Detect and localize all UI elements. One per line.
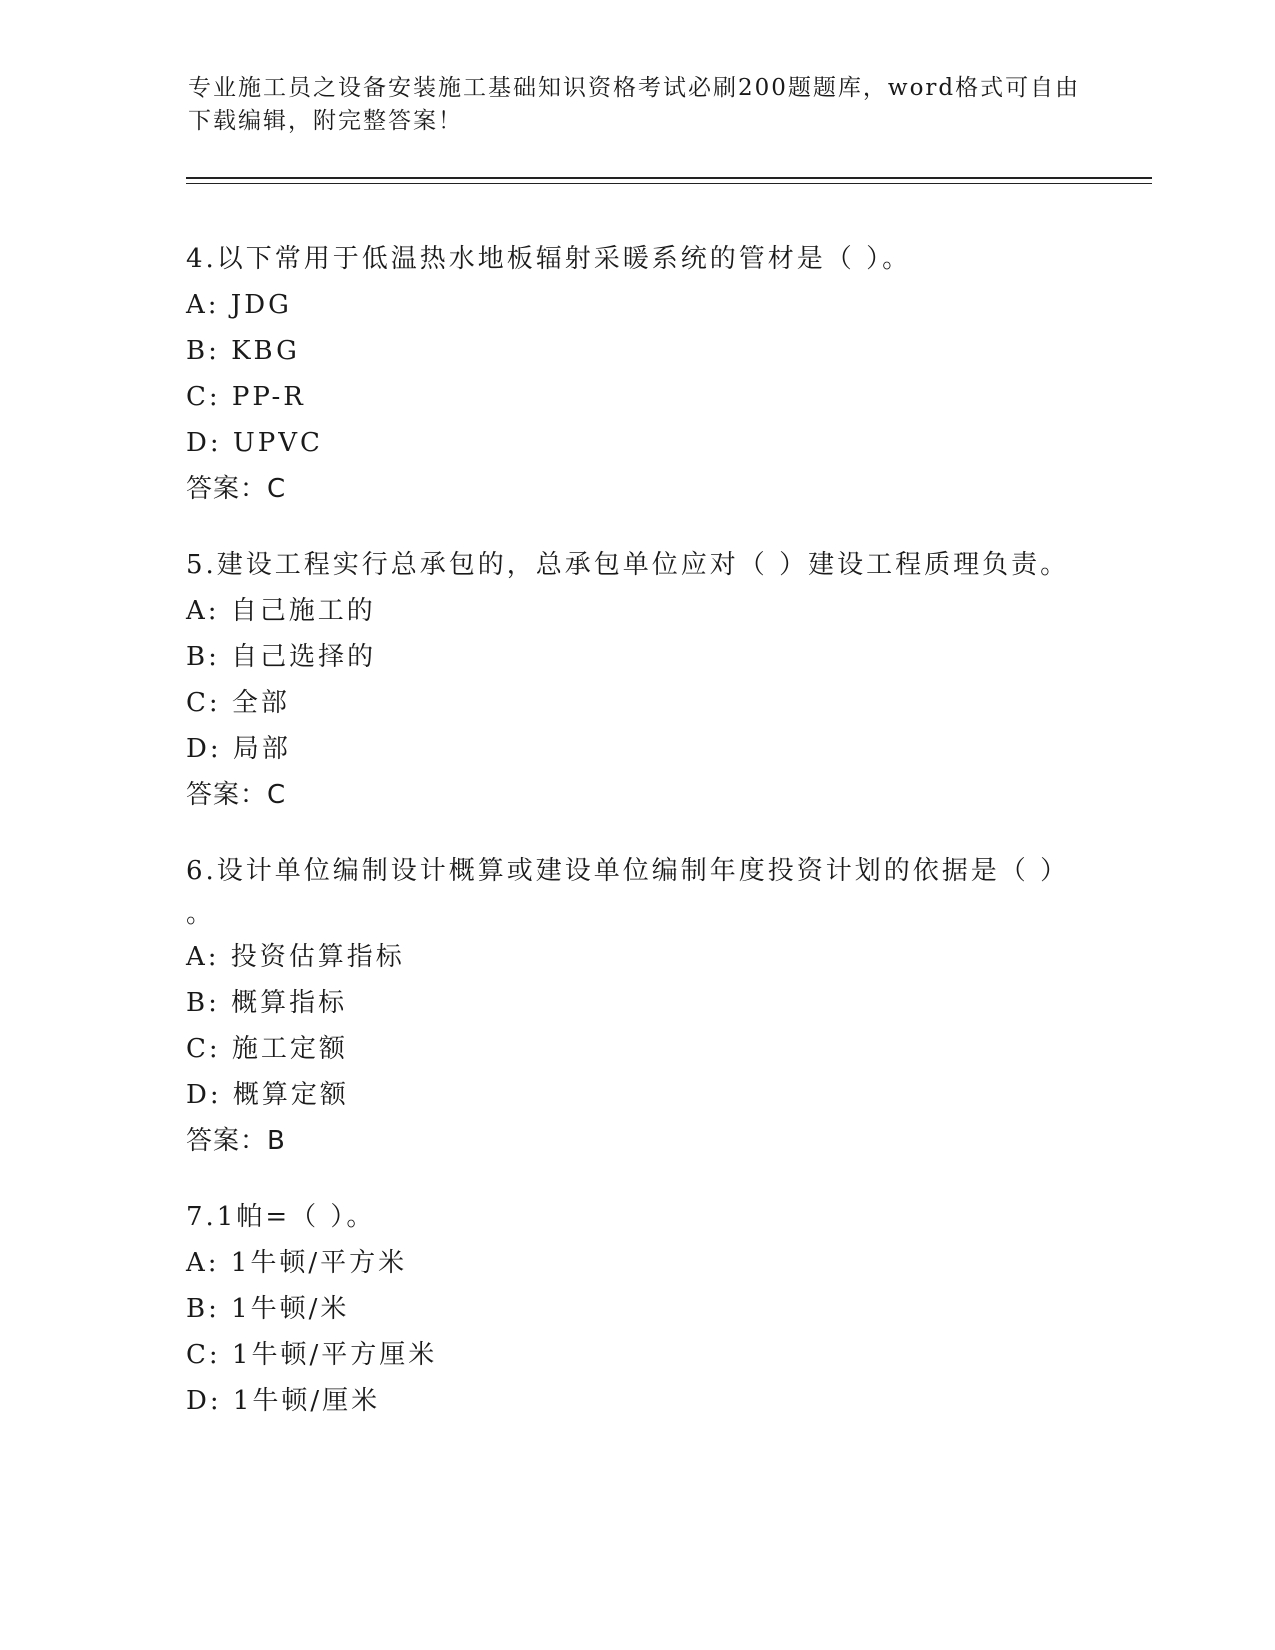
option-b: B: 1牛顿/米 bbox=[186, 1294, 350, 1324]
answer-line: 答案：C bbox=[186, 780, 287, 810]
option-c: C: 1牛顿/平方厘米 bbox=[186, 1340, 438, 1370]
answer-line: 答案：B bbox=[186, 1126, 286, 1156]
option-d: D: 概算定额 bbox=[186, 1080, 349, 1110]
option-b: B: 自己选择的 bbox=[186, 642, 377, 672]
question-7 bbox=[186, 1194, 1086, 1424]
option-b: B: KBG bbox=[186, 336, 300, 366]
option-d: D: 1牛顿/厘米 bbox=[186, 1386, 381, 1416]
option-c: C: 施工定额 bbox=[186, 1034, 348, 1064]
header-line-2: 下载编辑，附完整答案！ bbox=[188, 108, 463, 134]
document-header bbox=[188, 72, 1088, 138]
question-5 bbox=[186, 542, 1086, 818]
header-divider-thin bbox=[186, 183, 1152, 184]
question-stem: 7.1帕=（ ）。 bbox=[186, 1202, 376, 1232]
option-a: A: 1牛顿/平方米 bbox=[186, 1248, 408, 1278]
option-a: A: 投资估算指标 bbox=[186, 942, 405, 972]
question-6 bbox=[186, 848, 1086, 1164]
question-list bbox=[186, 236, 1086, 1454]
question-stem: 5.建设工程实行总承包的，总承包单位应对（ ）建设工程质理负责。 bbox=[186, 550, 1070, 580]
question-stem: 4.以下常用于低温热水地板辐射采暖系统的管材是（ ）。 bbox=[186, 244, 912, 274]
option-b: B: 概算指标 bbox=[186, 988, 348, 1018]
option-c: C: PP-R bbox=[186, 382, 306, 412]
question-stem: 6.设计单位编制设计概算或建设单位编制年度投资计划的依据是（ ） bbox=[186, 856, 1070, 886]
header-line-1: 专业施工员之设备安装施工基础知识资格考试必刷200题题库，word格式可自由 bbox=[188, 75, 1081, 101]
header-divider-thick bbox=[186, 177, 1152, 179]
option-d: D: UPVC bbox=[186, 428, 323, 458]
option-c: C: 全部 bbox=[186, 688, 290, 718]
option-a: A: JDG bbox=[186, 290, 292, 320]
question-stem-continuation: 。 bbox=[186, 899, 216, 929]
question-4 bbox=[186, 236, 1086, 512]
answer-line: 答案：C bbox=[186, 474, 287, 504]
option-d: D: 局部 bbox=[186, 734, 291, 764]
option-a: A: 自己施工的 bbox=[186, 596, 376, 626]
